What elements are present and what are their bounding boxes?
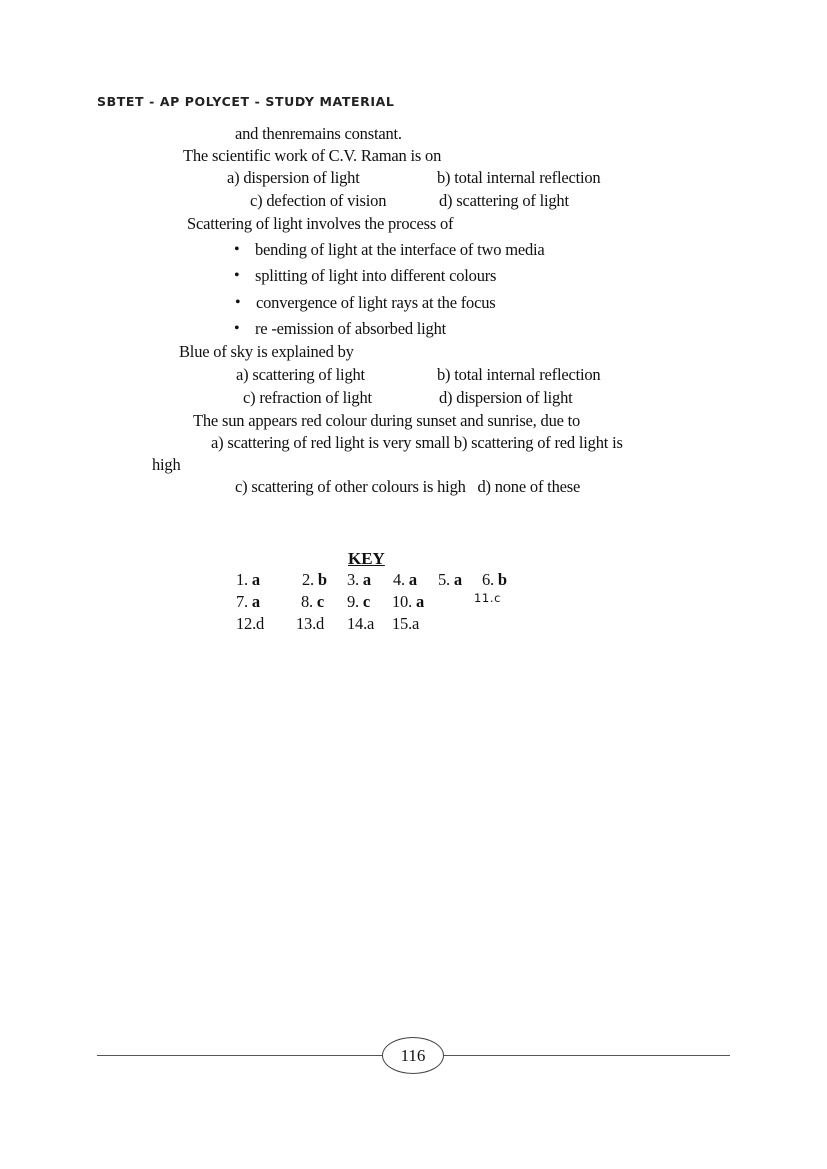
bullet-item: • convergence of light rays at the focus bbox=[256, 295, 496, 312]
option-c: c) defection of vision bbox=[250, 191, 387, 210]
key-number: 5. bbox=[438, 570, 450, 589]
question-text: Blue of sky is explained by bbox=[179, 342, 354, 361]
key-number: 2. bbox=[302, 570, 314, 589]
key-entry: 15.a bbox=[392, 614, 420, 633]
bullet-item: • re -emission of absorbed light bbox=[255, 321, 446, 338]
option-d: d) dispersion of light bbox=[439, 388, 573, 407]
key-entry bbox=[347, 572, 371, 589]
key-entry bbox=[236, 594, 260, 611]
key-entry-11: 11.c bbox=[474, 591, 502, 605]
bullet-item: • bending of light at the interface of two media bbox=[255, 242, 545, 259]
key-number: 4. bbox=[393, 570, 405, 589]
option-d: d) scattering of light bbox=[439, 191, 569, 210]
key-number: 6. bbox=[482, 570, 494, 589]
key-number: 8. bbox=[301, 592, 313, 611]
option-b: b) total internal reflection bbox=[437, 365, 601, 384]
key-entry: 12.d bbox=[236, 614, 265, 633]
key-answer: a bbox=[362, 570, 371, 589]
key-answer: a bbox=[251, 592, 260, 611]
key-entry bbox=[301, 594, 324, 611]
key-number: 10. bbox=[392, 592, 413, 611]
footer-rule-right bbox=[444, 1055, 730, 1056]
option-a: a) scattering of light bbox=[236, 365, 365, 384]
continuation-text: and thenremains constant. bbox=[235, 124, 402, 143]
options-ab-continued: high bbox=[152, 455, 181, 474]
question-text: The sun appears red colour during sunset and sunrise, due to bbox=[193, 411, 581, 430]
options-ab: a) scattering of red light is very small b) scattering of red light is bbox=[211, 433, 623, 452]
key-answer: a bbox=[415, 592, 425, 611]
key-number: 3. bbox=[347, 570, 359, 589]
key-entry bbox=[392, 594, 424, 611]
key-entry: 13.d bbox=[296, 614, 325, 633]
key-answer: c bbox=[316, 592, 325, 611]
page-number bbox=[382, 1037, 444, 1074]
footer-rule-left bbox=[97, 1055, 382, 1056]
key-entry: 14.a bbox=[347, 614, 375, 633]
key-answer: a bbox=[251, 570, 260, 589]
key-answer: b bbox=[317, 570, 327, 589]
key-title: KEY bbox=[348, 549, 385, 568]
key-answer: c bbox=[362, 592, 371, 611]
bullet-item: • splitting of light into different colours bbox=[255, 268, 496, 285]
key-number: 9. bbox=[347, 592, 359, 611]
question-text: The scientific work of C.V. Raman is on bbox=[183, 146, 442, 165]
options-cd: c) scattering of other colours is high d) none of these bbox=[235, 477, 581, 496]
key-answer: a bbox=[408, 570, 417, 589]
page-header: SBTET - AP POLYCET - STUDY MATERIAL bbox=[97, 94, 395, 109]
question-text: Scattering of light involves the process of bbox=[187, 214, 454, 233]
key-entry bbox=[347, 594, 370, 611]
option-b: b) total internal reflection bbox=[437, 168, 601, 187]
option-a: a) dispersion of light bbox=[227, 168, 360, 187]
key-entry bbox=[482, 572, 507, 589]
key-entry bbox=[438, 572, 462, 589]
key-number: 7. bbox=[236, 592, 248, 611]
key-answer: b bbox=[497, 570, 507, 589]
key-entry bbox=[393, 572, 417, 589]
key-entry bbox=[236, 572, 260, 589]
key-entry bbox=[302, 572, 327, 589]
option-c: c) refraction of light bbox=[243, 388, 372, 407]
key-number: 1. bbox=[236, 570, 248, 589]
page-number-text: 116 bbox=[400, 1045, 426, 1065]
key-answer: a bbox=[453, 570, 462, 589]
